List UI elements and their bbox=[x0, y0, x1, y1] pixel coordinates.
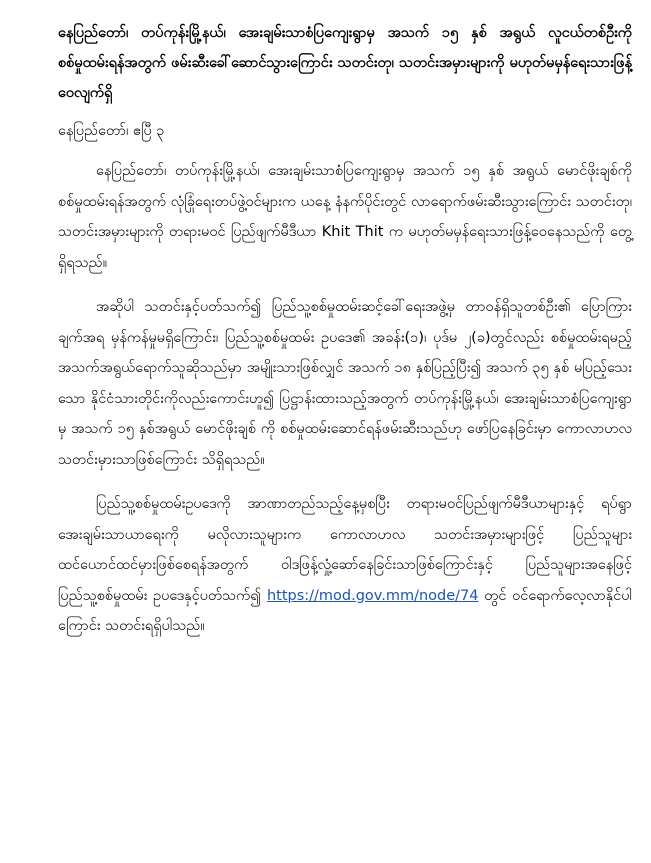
paragraph-2: အဆိုပါ သတင်းနှင့်ပတ်သက်၍ ပြည်သူ့စစ်မှုထမ်းဆင့်ခေါ်ရေးအဖွဲ့မှ တာဝန်ရှိသူတစ်ဦး၏ ပြောကြားချက်အရ မှန်ကန်မှုမရှိကြောင်း၊ ပြည်သူ့စစ်မှုထမ်း ဥပဒေ၏ အခန်း(၁)၊ ပုဒ်မ ၂(ခ)တွင်လည်း စစ်မှုထမ်းရမည့် အသက်အရွယ်ရောက်သူဆိုသည်မှာ အမျိုးသားဖြစ်လျှင် အသက် ၁၈ နှစ်ပြည့်ပြီး၍ အသက် ၃၅ နှစ် မပြည့်သေးသော နိုင်ငံသားတိုင်းကိုလည်းကောင်းဟူ၍ ပြဋ္ဌာန်းထားသည့်အတွက် တပ်ကုန်းမြို့နယ်၊ အေးချမ်းသာစံပြကျေးရွာမှ အသက် ၁၅ နှစ်အရွယ် မောင်ဖိုးချစ် ကို စစ်မှုထမ်းဆောင်ရန်ဖမ်းဆီးသည်ဟု ဖော်ပြနေခြင်းမှာ ကောလာဟလ သတင်းမှားသာဖြစ်ကြောင်း သိရှိရသည်။ bbox=[58, 299, 632, 468]
paragraph-3 bbox=[58, 489, 632, 642]
paragraph-3-text-before-link: ပြည်သူ့စစ်မှုထမ်းဥပဒေကို အာဏာတည်သည့်နေ့မှစပြီး တရားမဝင်ပြည်ဖျက်မီဒီယာများနှင့် ရပ်ရွာအေးချမ်းသာယာရေးကို မလိုလားသူများက ကောလာဟလ သတင်းအမှားများဖြင့် ပြည်သူများ ထင်ယောင်ထင်မှားဖြစ်စေရန်အတွက် ဝါဒဖြန့်လှုံ့ဆော်နေခြင်းသာဖြစ်ကြောင်းနှင့် ပြည်သူများအနေဖြင့် ပြည်သူ့စစ်မှုထမ်း ဥပဒေနှင့်ပတ်သက်၍ bbox=[58, 496, 632, 604]
document-page bbox=[58, 18, 632, 656]
paragraph-3-text-after-link: တွင် ဝင်ရောက်လေ့လာနိုင်ပါကြောင်း သတင်းရရှိပါသည်။ bbox=[58, 587, 633, 634]
paragraph-1: နေပြည်တော်၊ တပ်ကုန်းမြို့နယ်၊ အေးချမ်းသာစံပြကျေးရွာမှ အသက် ၁၅ နှစ် အရွယ် မောင်ဖိုးချစ်ကို စစ်မှုထမ်းရန်အတွက် လုံခြုံရေးတပ်ဖွဲ့ဝင်များက ယနေ့ နံနက်ပိုင်းတွင် လာရောက်ဖမ်းဆီးသွားကြောင်း သတင်းတု၊ သတင်းအမှားများကို တရားမဝင် ပြည်ဖျက်မီဒီယာ Khit Thit က မဟုတ်မမှန်ရေးသားဖြန့်ဝေနေသည်ကို တွေ့ရှိရသည်။ bbox=[58, 163, 632, 271]
headline: နေပြည်တော်၊ တပ်ကုန်းမြို့နယ်၊ အေးချမ်းသာစံပြကျေးရွာမှ အသက် ၁၅ နှစ် အရွယ် လူငယ်တစ်ဦးကို စစ်မှုထမ်းရန်အတွက် ဖမ်းဆီးခေါ်ဆောင်သွားကြောင်း သတင်းတု၊ သတင်းအမှားများကို မဟုတ်မမှန်ရေးသားဖြန့်ဝေလျက်ရှိ bbox=[58, 25, 632, 101]
mod-gov-link[interactable]: https://mod.gov.mm/node/74 bbox=[266, 587, 479, 604]
dateline: နေပြည်တော်၊ ဧပြီ ၃ bbox=[58, 123, 165, 139]
